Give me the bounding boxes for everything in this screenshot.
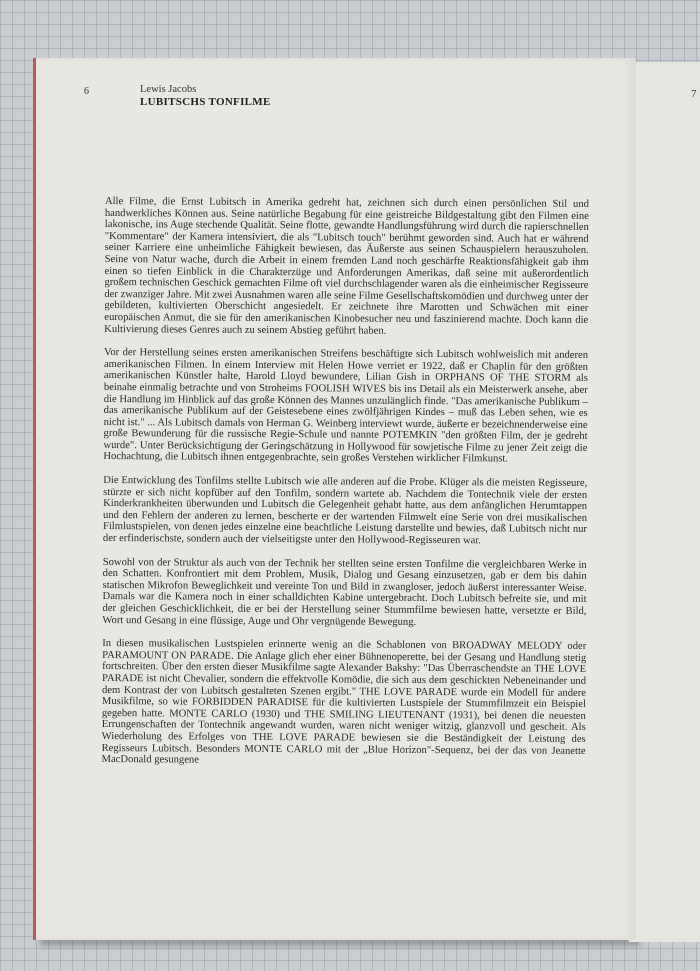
page-number: 6	[84, 86, 89, 97]
article-title: LUBITSCHS TONFILME	[140, 96, 271, 108]
right-page-number: 7	[691, 88, 697, 100]
page-header	[140, 84, 271, 109]
paragraph-1: Alle Filme, die Ernst Lubitsch in Amerika gedreht hat, zeichnen sich durch einen persönlichen Stil und handwerkliches Können aus. Seine natürliche Begabung für eine geistreiche Bildgestaltung gibt den Filmen eine lakonische, ins Auge stechende Qualität. Seine flotte, gewandte Handlungsführung wird durch die rapierschnellen "Kommentare" der Kamera intensiviert, die als "Lubitsch touch" berühmt geworden sind. Auch hat er während seiner Karriere eine unheimliche Fähigkeit bewiesen, das Äußerste aus seinen Schauspielern herauszuholen. Seine von Natur wache, durch die Arbeit in einem fremden Land noch geschärfte Reaktionsfähigkeit gab ihm einen so tiefen Einblick in die Charakterzüge und Anforderungen Amerikas, daß seine mit außerordentlich großem technischen Geschick gemachten Filme oft viel durchschlagender waren als die einheimischer Regisseure der zwanziger Jahre. Mit zwei Ausnahmen waren alle seine Filme Gesellschaftskomödien und durchweg unter der gebildeten, kultivierten Oberschicht angesiedelt. Er zeichnete ihre Marotten und Schwächen mit einer europäischen Anmut, die sie für den amerikanischen Kinobesucher neu und faszinierend machte. Doch kann die Kultivierung dieses Genres auch zu seinem Abstieg geführt haben.	[104, 196, 589, 337]
right-page	[628, 62, 700, 942]
author: Lewis Jacobs	[140, 84, 197, 95]
paragraph-3: Die Entwicklung des Tonfilms stellte Lubitsch wie alle anderen auf die Probe. Klüger als die meisten Regisseure, stürzte er sich nicht kopfüber auf den Tonfilm, sondern wartete ab. Nachdem die Tontechnik viele der ersten Kinderkrankheiten überwunden und Lubitsch die Gelegenheit gehabt hatte, aus dem anfänglichen Herumtappen und den Fehlern der anderen zu lernen, bescherte er der wartenden Filmwelt eine Serie von drei musikalischen Filmlustspielen, von denen jedes einzelne eine beachtliche Leistung darstellte und bewies, daß Lubitsch nicht nur der erfinderischste, sondern auch der vielseitigste unter den Hollywood-Regisseuren war.	[102, 475, 588, 547]
paragraph-4: Sowohl von der Struktur als auch von der Technik her stellten seine ersten Tonfilme die vergleichbaren Werke in den Schatten. Konfrontiert mit dem Problem, Musik, Dialog und Gesang einzusetzen, gab er dem bis dahin statischen Mikrofon Beweglichkeit und vereinte Ton und Bild in zwangloser, jedoch äußerst interessanter Weise. Damals war die Kamera noch in einer schalldichten Kabine untergebracht. Doch Lubitsch befreite sie, und mit der gleichen Geschicklichkeit, die er bei der Herstellung seiner Stummfilme bewiesen hatte, versetzte er Bild, Wort und Gesang in eine flüssige, Auge und Ohr vergnügende Bewegung.	[102, 556, 587, 628]
article-body	[101, 196, 589, 781]
paragraph-2: Vor der Herstellung seines ersten amerikanischen Streifens beschäftigte sich Lubitsch wohlweislich mit anderen amerikanischen Filmen. In einem Interview mit Helen Howe verriet er 1922, daß er Chaplin für den größten amerikanischen Künstler halte, Harold Lloyd bewundere, Lilian Gish in ORPHANS OF THE STORM als beinahe einmalig betrachte und von Stroheims FOOLISH WIVES bis ins Detail als ein Meisterwerk ansehe, aber die Handlung im Hinblick auf das große Können des Mannes unzulänglich finde. "Das amerikanische Publikum – das amerikanische Publikum auf der Geistesebene eines zwölfjährigen Kindes – muß das Leben sehen, wie es nicht ist." ... Als Lubitsch damals von Herman G. Weinberg interviewt wurde, äußerte er bezeichnenderweise eine große Bewunderung für die russische Regie-Schule und nannte POTEMKIN "den größten Film, der je gedreht wurde". Unter Berücksichtigung der Geringschätzung in Hollywood für sowjetische Filme zu jener Zeit zeigt die Hochachtung, die Lubitsch ihnen entgegenbrachte, sein großes Verstehen wirklicher Filmkunst.	[103, 347, 589, 465]
paragraph-5: In diesen musikalischen Lustspielen erinnerte wenig an die Schablonen von BROADWAY MELODY oder PARAMOUNT ON PARADE. Die Anlage glich eher einer Bühnenoperette, bei der Gesang und Handlung stetig fortschreiten. Über den ersten dieser Musikfilme sagte Alexander Bakshy: "Das Überraschendste an THE LOVE PARADE ist nicht Chevalier, sondern die effektvolle Komödie, die sich aus dem geschickten Nebeneinander und dem Kontrast der von Lubitsch gestalteten Szenen ergibt." THE LOVE PARADE wurde ein Modell für andere Musikfilme, so wie FORBIDDEN PARADISE für die kultivierten Lustspiele der Stummfilmzeit ein Beispiel gegeben hatte. MONTE CARLO (1930) und THE SMILING LIEUTENANT (1931), bei denen die neuesten Errungenschaften der Tontechnik angewandt wurden, waren nicht weniger witzig, glanzvoll und gescheit. Als Wiederholung des Erfolges von THE LOVE PARADE bewiesen sie die Beständigkeit der Leistung des Regisseurs Lubitsch. Besonders MONTE CARLO mit der „Blue Horizon"-Sequenz, bei der das von Jeanette MacDonald gesungene	[101, 638, 587, 766]
